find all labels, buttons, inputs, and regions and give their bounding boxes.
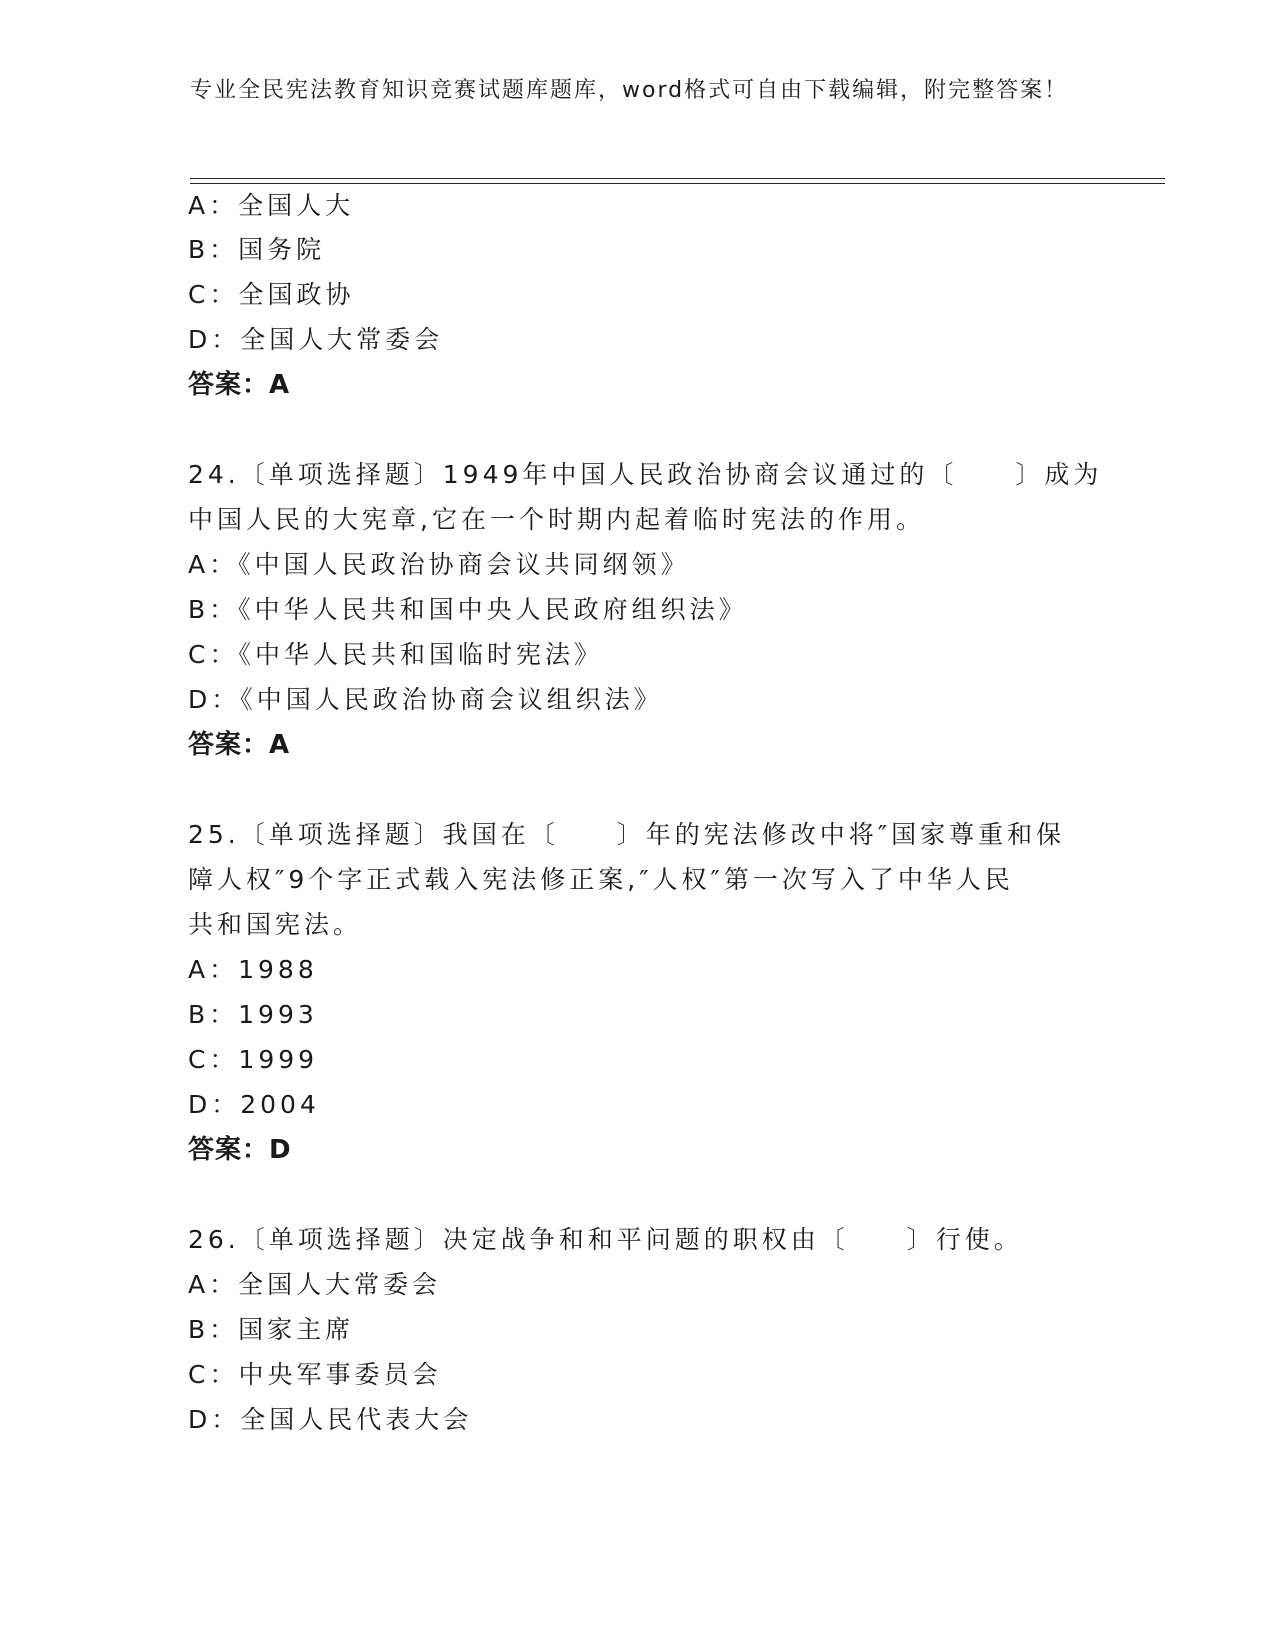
q24-stem-line-1: 24.〔单项选择题〕1949年中国人民政治协商会议通过的〔 〕成为 xyxy=(188,460,1103,489)
q26-stem-line-1: 26.〔单项选择题〕决定战争和和平问题的职权由〔 〕行使。 xyxy=(188,1225,1023,1254)
q25-answer: 答案：D xyxy=(188,1135,292,1165)
q24-option-b: B：《中华人民共和国中央人民政府组织法》 xyxy=(188,595,748,624)
header-rule-top xyxy=(190,178,1165,179)
q26-option-c: C：中央军事委员会 xyxy=(188,1360,442,1389)
q24-option-a: A：《中国人民政治协商会议共同纲领》 xyxy=(188,550,690,579)
q25-option-b: B：1993 xyxy=(188,1000,318,1029)
header-rule-bottom xyxy=(190,183,1165,184)
q24-answer: 答案：A xyxy=(188,730,291,760)
q25-stem-line-3: 共和国宪法。 xyxy=(188,910,363,939)
q23-option-a: A：全国人大 xyxy=(188,191,355,220)
q24-option-d: D：《中国人民政治协商会议组织法》 xyxy=(188,685,663,714)
q25-stem-line-1: 25.〔单项选择题〕我国在〔 〕年的宪法修改中将″国家尊重和保 xyxy=(188,820,1066,849)
q26-option-a: A：全国人大常委会 xyxy=(188,1270,442,1299)
document-header: 专业全民宪法教育知识竞赛试题库题库，word格式可自由下载编辑，附完整答案！ xyxy=(190,78,1069,103)
q25-stem-line-2: 障人权″9个字正式载入宪法修正案,″人权″第一次写入了中华人民 xyxy=(188,865,1014,894)
q25-option-d: D：2004 xyxy=(188,1090,320,1119)
q23-answer: 答案：A xyxy=(188,370,291,400)
q23-option-d: D：全国人大常委会 xyxy=(188,325,444,354)
q23-option-b: B：国务院 xyxy=(188,235,326,264)
q24-option-c: C：《中华人民共和国临时宪法》 xyxy=(188,640,603,669)
q25-option-c: C：1999 xyxy=(188,1045,319,1074)
q26-option-d: D：全国人民代表大会 xyxy=(188,1405,473,1434)
q23-option-c: C：全国政协 xyxy=(188,280,355,309)
q24-stem-line-2: 中国人民的大宪章,它在一个时期内起着临时宪法的作用。 xyxy=(188,505,925,534)
q26-option-b: B：国家主席 xyxy=(188,1315,355,1344)
q25-option-a: A：1988 xyxy=(188,955,318,984)
